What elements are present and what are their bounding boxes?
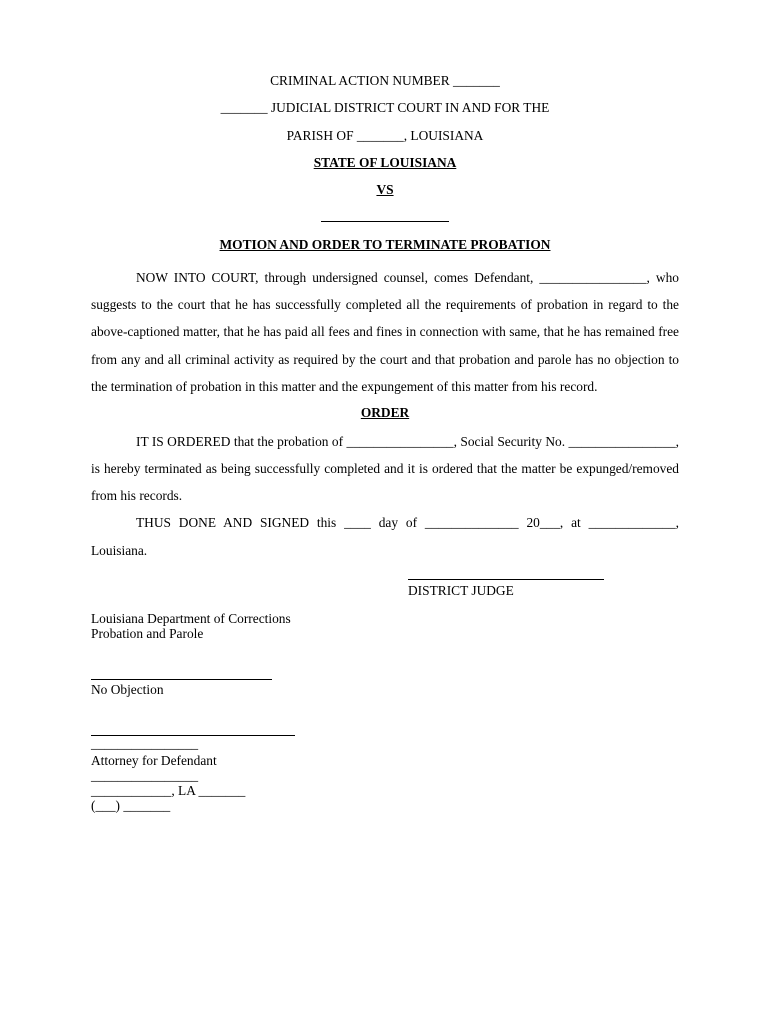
corrections-block xyxy=(91,611,679,697)
defendant-name-line xyxy=(321,208,449,222)
judge-signature-block xyxy=(408,566,679,599)
signed-paragraph: THUS DONE AND SIGNED this ____ day of ______________ 20___, at _____________, Louisiana. xyxy=(91,515,679,558)
parish-line: PARISH OF _______, LOUISIANA xyxy=(286,127,484,143)
corrections-division: Probation and Parole xyxy=(91,626,204,642)
judge-title: DISTRICT JUDGE xyxy=(408,583,514,599)
order-paragraph: IT IS ORDERED that the probation of ________________, Social Security No. ________________, is hereby terminated as being successfully completed and it is ordered that the matter be expunged/removed from his records. xyxy=(91,433,679,504)
attorney-signature-line xyxy=(91,721,295,736)
attorney-title: Attorney for Defendant xyxy=(91,753,217,769)
corrections-department: Louisiana Department of Corrections xyxy=(91,611,291,627)
criminal-action-number: CRIMINAL ACTION NUMBER _______ xyxy=(270,73,500,88)
attorney-block xyxy=(91,721,679,813)
corrections-signature-line xyxy=(91,665,272,680)
document-body xyxy=(91,72,679,813)
attorney-phone: (___) _______ xyxy=(91,798,171,814)
order-heading: ORDER xyxy=(360,405,410,421)
no-objection-label: No Objection xyxy=(91,682,164,698)
judge-signature-line xyxy=(408,566,604,580)
court-name: _______ JUDICIAL DISTRICT COURT IN AND FOR THE xyxy=(220,100,550,116)
plaintiff-name: STATE OF LOUISIANA xyxy=(313,154,457,170)
attorney-address-blank: ________________ xyxy=(91,768,199,784)
motion-paragraph: NOW INTO COURT, through undersigned counsel, comes Defendant, ________________, who suggests to the court that he has successfully completed all the requirements of probation in regard to the above-captioned matter, that he has paid all fees and fines in connection with same, that he has remained free from any and all criminal activity as required by the court and that probation and parole has no objection to the termination of probation in this matter and the expungement of this matter from his record. xyxy=(91,269,679,394)
attorney-name-blank: ________________ xyxy=(91,736,199,752)
attorney-city-state: ____________, LA _______ xyxy=(91,783,246,799)
document-title: MOTION AND ORDER TO TERMINATE PROBATION xyxy=(219,237,551,253)
versus-label: VS xyxy=(376,182,394,198)
